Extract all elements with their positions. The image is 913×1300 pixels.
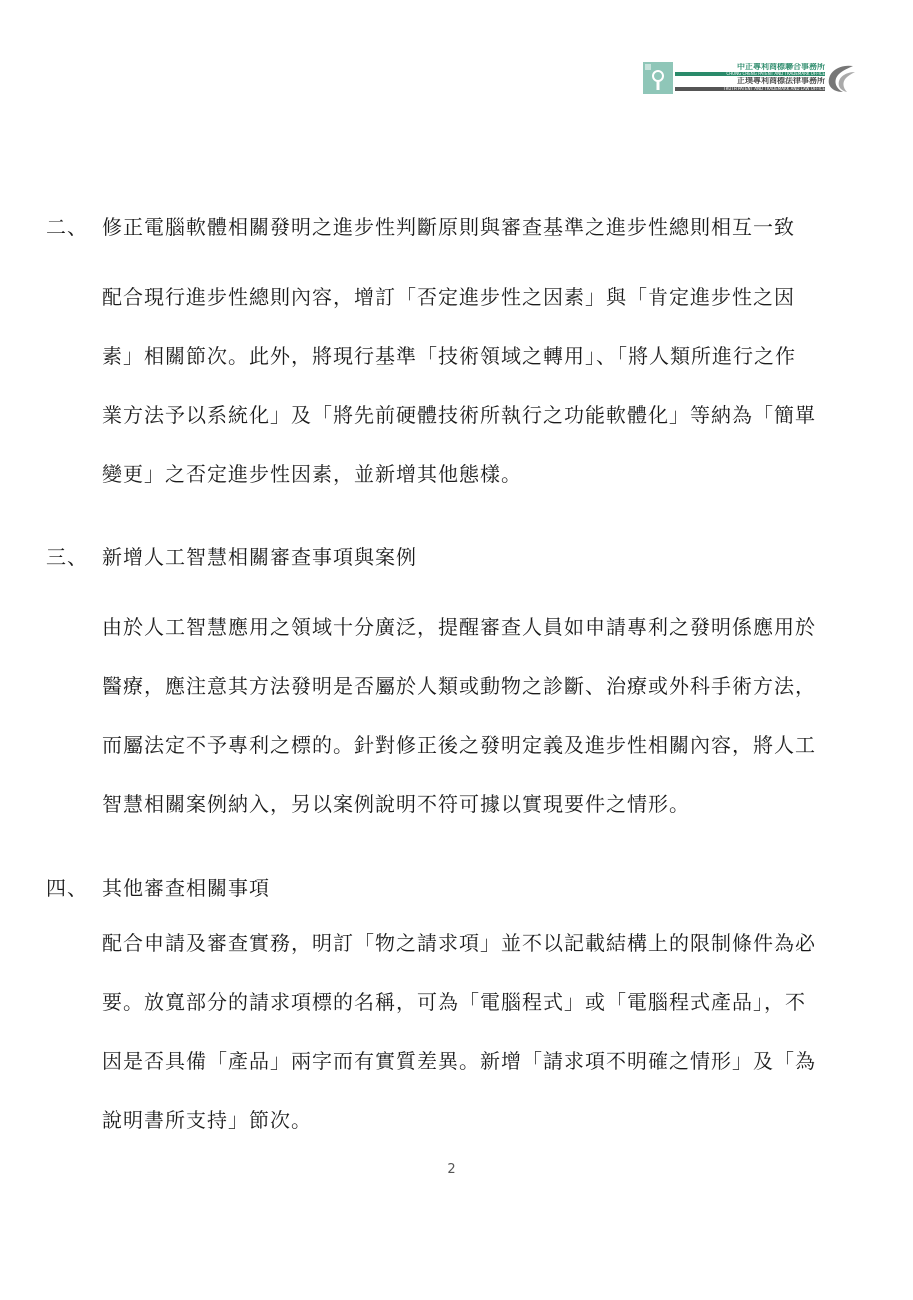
paragraph-line: 配合現行進步性總則內容，增訂「否定進步性之因素」與「肯定進步性之因	[102, 285, 795, 309]
section-title: 新增人工智慧相關審查事項與案例	[102, 545, 417, 569]
section-title: 修正電腦軟體相關發明之進步性判斷原則與審查基準之進步性總則相互一致	[102, 215, 795, 239]
logo-name-cn-2: 正璞專利商標法律事務所	[737, 77, 825, 85]
paragraph-line: 因是否具備「產品」兩字而有實質差異。新增「請求項不明確之情形」及「為	[102, 1049, 816, 1073]
logo-name-en-2: TRUTH PATENT AND TRADEMARK AND LAW OFFICE	[675, 87, 825, 91]
logo-name-cn-1: 中正專利商標聯合事務所	[737, 63, 825, 71]
logo-swoosh-icon	[823, 62, 857, 98]
paragraph-line: 業方法予以系統化」及「將先前硬體技術所執行之功能軟體化」等納為「簡單	[102, 403, 816, 427]
paragraph-line: 智慧相關案例納入，另以案例說明不符可據以實現要件之情形。	[102, 792, 690, 816]
section-paragraph-2	[102, 268, 842, 504]
section-number: 四、	[46, 876, 88, 900]
paragraph-line: 醫療，應注意其方法發明是否屬於人類或動物之診斷、治療或外科手術方法，	[102, 674, 816, 698]
section-number: 三、	[46, 545, 88, 569]
paragraph-line: 而屬法定不予專利之標的。針對修正後之發明定義及進步性相關內容，將人工	[102, 733, 816, 757]
paragraph-line: 配合申請及審查實務，明訂「物之請求項」並不以記載結構上的限制條件為必	[102, 931, 816, 955]
paragraph-line: 要。放寬部分的請求項標的名稱，可為「電腦程式」或「電腦程式產品」，不	[102, 990, 806, 1014]
logo-emblem-icon	[643, 62, 673, 94]
section-number: 二、	[46, 215, 88, 239]
firm-logo	[643, 62, 857, 96]
paragraph-line: 說明書所支持」節次。	[102, 1108, 312, 1132]
logo-name-en-1: CHUNG CHENG PATENT AND TRADEMARK OFFICE	[675, 72, 825, 76]
paragraph-line: 由於人工智慧應用之領域十分廣泛，提醒審查人員如申請專利之發明係應用於	[102, 615, 816, 639]
paragraph-line: 素」相關節次。此外，將現行基準「技術領域之轉用」、「將人類所進行之作	[102, 344, 796, 368]
section-paragraph-4	[102, 914, 842, 1150]
section-title: 其他審查相關事項	[102, 876, 270, 900]
paragraph-line: 變更」之否定進步性因素，並新增其他態樣。	[102, 462, 522, 486]
section-paragraph-3	[102, 598, 842, 834]
page-number: 2	[447, 1162, 456, 1177]
